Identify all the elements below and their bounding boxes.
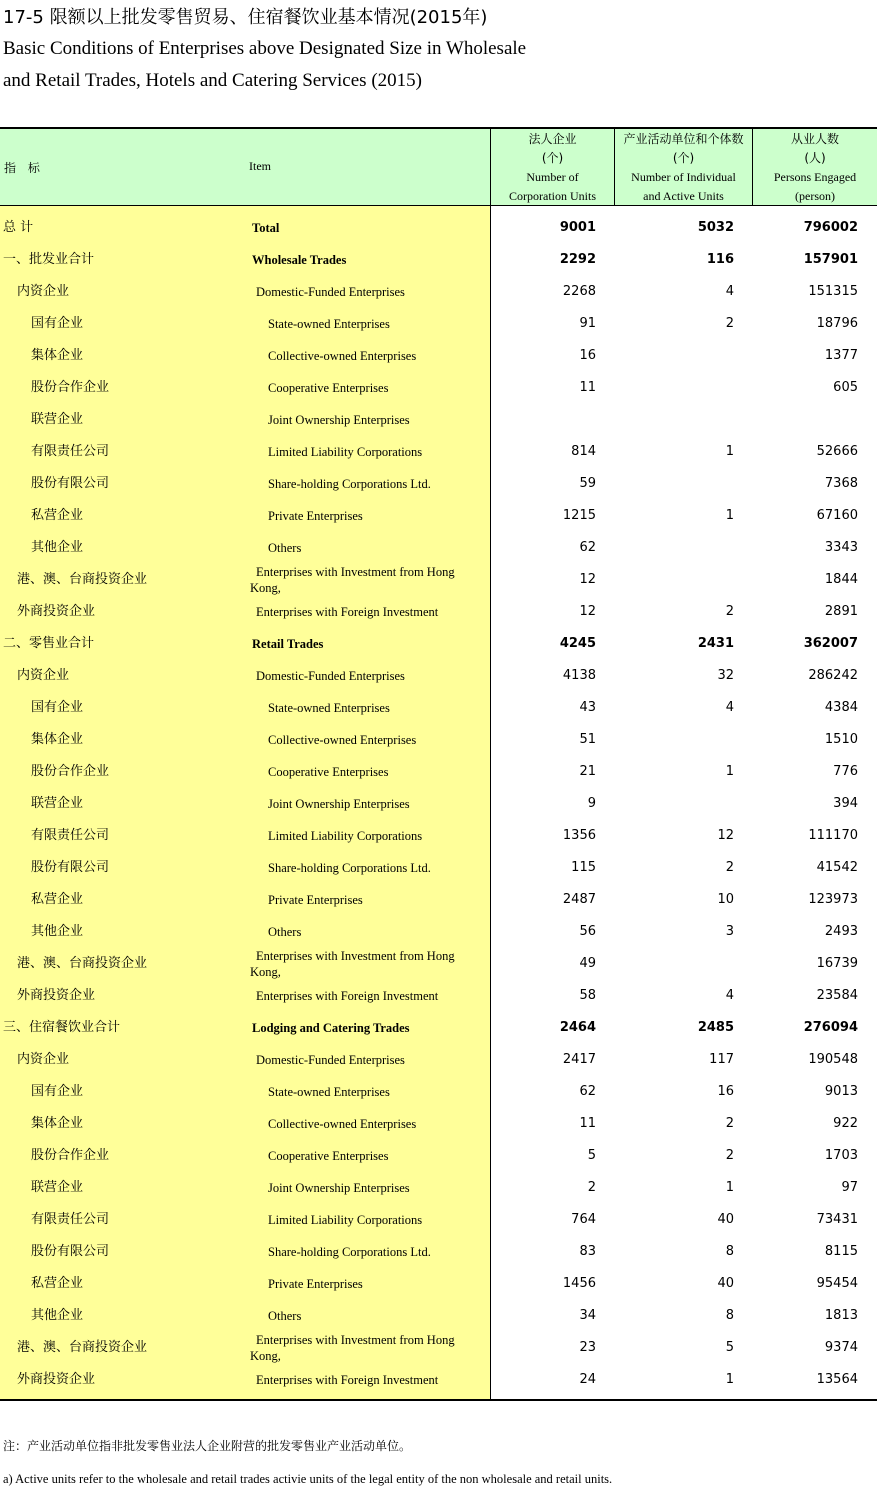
cell-persons-engaged: 1510 xyxy=(824,732,858,747)
row-label-cn: 私营企业 xyxy=(31,1276,84,1291)
cell-corporation-units: 62 xyxy=(579,540,596,555)
header-item-label: Item xyxy=(249,159,271,173)
row-label-cn: 总 计 xyxy=(3,220,34,235)
cell-active-units: 2485 xyxy=(697,1020,734,1035)
header-col3-cn: 从业人数 xyxy=(790,132,839,146)
cell-corporation-units: 2268 xyxy=(562,284,596,299)
cell-corporation-units: 16 xyxy=(579,348,596,363)
cell-persons-engaged: 23584 xyxy=(816,988,858,1003)
cell-active-units: 16 xyxy=(717,1084,734,1099)
header-col2-en2: and Active Units xyxy=(643,189,724,203)
table-row xyxy=(0,724,877,756)
cell-corporation-units: 58 xyxy=(579,988,596,1003)
row-label-cn: 股份有限公司 xyxy=(31,476,110,491)
cell-active-units: 4 xyxy=(725,700,734,715)
cell-persons-engaged: 1377 xyxy=(824,348,858,363)
row-label-en: Others xyxy=(268,925,302,939)
row-label-en: Enterprises with Foreign Investment xyxy=(256,989,439,1003)
row-label-cn: 港、澳、台商投资企业 xyxy=(17,956,148,971)
cell-active-units: 117 xyxy=(709,1052,734,1067)
cell-persons-engaged: 1813 xyxy=(824,1308,858,1323)
cell-corporation-units: 59 xyxy=(579,476,596,491)
header-col3-en1: Persons Engaged xyxy=(773,170,857,184)
table-row xyxy=(0,1268,877,1300)
table-row xyxy=(0,884,877,916)
cell-persons-engaged: 605 xyxy=(833,380,858,395)
cell-active-units: 8 xyxy=(725,1308,734,1323)
cell-corporation-units: 814 xyxy=(571,444,596,459)
header-col2-en1: Number of Individual xyxy=(631,170,736,184)
row-label-cn: 股份合作企业 xyxy=(31,764,110,779)
cell-active-units: 3 xyxy=(725,924,734,939)
cell-active-units: 40 xyxy=(717,1212,734,1227)
row-label-cn: 股份合作企业 xyxy=(31,1148,110,1163)
cell-persons-engaged: 776 xyxy=(833,764,858,779)
cell-active-units: 1 xyxy=(725,444,734,459)
row-label-cn: 内资企业 xyxy=(17,1052,70,1067)
cell-persons-engaged: 157901 xyxy=(803,252,858,267)
table-row xyxy=(0,468,877,500)
table-row xyxy=(0,948,877,980)
cell-corporation-units: 11 xyxy=(579,1116,596,1131)
row-label-cn: 股份有限公司 xyxy=(31,860,110,875)
table-row xyxy=(0,404,877,436)
cell-corporation-units: 12 xyxy=(579,572,596,587)
table-row xyxy=(0,1236,877,1268)
cell-corporation-units: 4245 xyxy=(559,636,596,651)
row-label-en: State-owned Enterprises xyxy=(268,701,390,715)
cell-corporation-units: 1215 xyxy=(562,508,596,523)
row-label-en: State-owned Enterprises xyxy=(268,317,390,331)
cell-persons-engaged: 286242 xyxy=(808,668,858,683)
cell-corporation-units: 12 xyxy=(579,604,596,619)
cell-persons-engaged: 8115 xyxy=(824,1244,858,1259)
cell-corporation-units: 2487 xyxy=(562,892,596,907)
row-label-en: Share-holding Corporations Ltd. xyxy=(268,1245,431,1259)
cell-persons-engaged: 52666 xyxy=(816,444,858,459)
cell-persons-engaged: 1844 xyxy=(824,572,858,587)
cell-active-units: 2 xyxy=(725,1148,734,1163)
cell-persons-engaged: 4384 xyxy=(824,700,858,715)
row-label-en: Enterprises with Investment from Hong Kong, xyxy=(250,565,455,595)
cell-corporation-units: 43 xyxy=(579,700,596,715)
cell-active-units: 4 xyxy=(725,988,734,1003)
row-label-cn: 集体企业 xyxy=(31,348,84,363)
cell-persons-engaged: 18796 xyxy=(816,316,858,331)
cell-corporation-units: 764 xyxy=(571,1212,596,1227)
row-label-cn: 股份有限公司 xyxy=(31,1244,110,1259)
table-row xyxy=(0,244,877,276)
table-row xyxy=(0,436,877,468)
table-row xyxy=(0,1108,877,1140)
row-label-cn: 外商投资企业 xyxy=(17,988,96,1003)
table-row xyxy=(0,756,877,788)
row-label-cn: 私营企业 xyxy=(31,508,84,523)
row-label-en: Others xyxy=(268,541,302,555)
cell-persons-engaged: 362007 xyxy=(803,636,858,651)
cell-active-units: 2 xyxy=(725,604,734,619)
cell-corporation-units: 83 xyxy=(579,1244,596,1259)
table-row xyxy=(0,1076,877,1108)
data-table xyxy=(0,127,877,1401)
cell-corporation-units: 91 xyxy=(579,316,596,331)
table-row xyxy=(0,1364,877,1396)
note-en: a) Active units refer to the wholesale and retail trades activie units of the legal entity of the non wholesale and retail units. xyxy=(3,1472,613,1486)
row-label-cn: 联营企业 xyxy=(31,412,84,427)
table-row xyxy=(0,1332,877,1364)
table-header xyxy=(0,129,877,206)
table-row xyxy=(0,692,877,724)
row-label-cn: 国有企业 xyxy=(31,316,84,331)
cell-corporation-units: 1356 xyxy=(562,828,596,843)
cell-active-units: 10 xyxy=(717,892,734,907)
cell-corporation-units: 11 xyxy=(579,380,596,395)
cell-active-units: 2 xyxy=(725,1116,734,1131)
table-row xyxy=(0,980,877,1012)
row-label-cn: 私营企业 xyxy=(31,892,84,907)
table-row xyxy=(0,532,877,564)
row-label-en: Cooperative Enterprises xyxy=(268,381,389,395)
table-row xyxy=(0,1204,877,1236)
table-row xyxy=(0,372,877,404)
cell-corporation-units: 5 xyxy=(587,1148,596,1163)
table-row xyxy=(0,820,877,852)
cell-active-units: 40 xyxy=(717,1276,734,1291)
row-label-cn: 港、澳、台商投资企业 xyxy=(17,572,148,587)
table-row xyxy=(0,212,877,244)
cell-corporation-units: 34 xyxy=(579,1308,596,1323)
cell-persons-engaged: 73431 xyxy=(816,1212,858,1227)
cell-corporation-units: 115 xyxy=(571,860,596,875)
row-label-cn: 其他企业 xyxy=(31,924,84,939)
row-label-cn: 集体企业 xyxy=(31,1116,84,1131)
table-row xyxy=(0,852,877,884)
table-row xyxy=(0,564,877,596)
table-row xyxy=(0,628,877,660)
cell-persons-engaged: 123973 xyxy=(808,892,858,907)
cell-active-units: 5032 xyxy=(697,220,734,235)
table-row xyxy=(0,1300,877,1332)
cell-persons-engaged: 7368 xyxy=(824,476,858,491)
row-label-cn: 外商投资企业 xyxy=(17,1372,96,1387)
cell-persons-engaged: 13564 xyxy=(816,1372,858,1387)
row-label-cn: 国有企业 xyxy=(31,1084,84,1099)
cell-corporation-units: 62 xyxy=(579,1084,596,1099)
row-label-cn: 一、批发业合计 xyxy=(3,252,95,267)
row-label-cn: 内资企业 xyxy=(17,284,70,299)
cell-active-units: 2 xyxy=(725,860,734,875)
table-row xyxy=(0,916,877,948)
row-label-en: Enterprises with Foreign Investment xyxy=(256,1373,439,1387)
cell-persons-engaged: 394 xyxy=(833,796,858,811)
row-label-cn: 联营企业 xyxy=(31,1180,84,1195)
cell-active-units: 1 xyxy=(725,1372,734,1387)
row-label-cn: 港、澳、台商投资企业 xyxy=(17,1340,148,1355)
cell-persons-engaged: 9374 xyxy=(824,1340,858,1355)
cell-active-units: 1 xyxy=(725,508,734,523)
cell-corporation-units: 9001 xyxy=(559,220,596,235)
cell-persons-engaged: 67160 xyxy=(816,508,858,523)
row-label-en: Enterprises with Investment from Hong Kong, xyxy=(250,949,455,979)
row-label-cn: 二、零售业合计 xyxy=(3,636,95,651)
cell-active-units: 2431 xyxy=(697,636,734,651)
table-body xyxy=(0,206,877,1399)
cell-persons-engaged: 2891 xyxy=(824,604,858,619)
note-cn: 注：产业活动单位指非批发零售业法人企业附营的批发零售业产业活动单位。 xyxy=(3,1439,412,1453)
cell-corporation-units: 4138 xyxy=(562,668,596,683)
cell-corporation-units: 56 xyxy=(579,924,596,939)
cell-persons-engaged: 151315 xyxy=(808,284,858,299)
header-col2-cn: 产业活动单位和个体数 xyxy=(623,132,744,146)
header-persons-engaged xyxy=(752,129,877,205)
header-col2-unit: (个) xyxy=(672,151,695,165)
cell-persons-engaged: 796002 xyxy=(803,220,858,235)
cell-active-units: 116 xyxy=(706,252,734,267)
table-title-cn: 17-5 限额以上批发零售贸易、住宿餐饮业基本情况(2015年) xyxy=(3,7,488,28)
table-row xyxy=(0,276,877,308)
row-label-en: Domestic-Funded Enterprises xyxy=(256,1053,405,1067)
cell-active-units: 4 xyxy=(725,284,734,299)
header-indicator-label: 指 标 xyxy=(4,161,44,175)
row-label-en: Enterprises with Foreign Investment xyxy=(256,605,439,619)
row-label-en: Collective-owned Enterprises xyxy=(268,1117,417,1131)
cell-active-units: 1 xyxy=(725,764,734,779)
row-label-en: Wholesale Trades xyxy=(252,253,347,267)
row-label-en: Share-holding Corporations Ltd. xyxy=(268,861,431,875)
table-row xyxy=(0,660,877,692)
table-row xyxy=(0,308,877,340)
row-label-cn: 内资企业 xyxy=(17,668,70,683)
cell-active-units: 2 xyxy=(725,316,734,331)
table-title-en-line2: and Retail Trades, Hotels and Catering Services (2015) xyxy=(3,70,422,91)
table-row xyxy=(0,1044,877,1076)
table-row xyxy=(0,1172,877,1204)
row-label-en: Collective-owned Enterprises xyxy=(268,733,417,747)
cell-active-units: 1 xyxy=(725,1180,734,1195)
cell-corporation-units: 2464 xyxy=(559,1020,596,1035)
header-col3-unit: (人) xyxy=(804,151,826,165)
row-label-en: Private Enterprises xyxy=(268,509,363,523)
cell-corporation-units: 24 xyxy=(579,1372,596,1387)
table-row xyxy=(0,1140,877,1172)
row-label-cn: 三、住宿餐饮业合计 xyxy=(3,1020,121,1035)
cell-persons-engaged: 41542 xyxy=(816,860,858,875)
row-label-en: State-owned Enterprises xyxy=(268,1085,390,1099)
row-label-en: Limited Liability Corporations xyxy=(268,829,423,843)
cell-persons-engaged: 111170 xyxy=(808,828,858,843)
row-label-cn: 股份合作企业 xyxy=(31,380,110,395)
row-label-en: Share-holding Corporations Ltd. xyxy=(268,477,431,491)
cell-persons-engaged: 2493 xyxy=(824,924,858,939)
cell-corporation-units: 1456 xyxy=(562,1276,596,1291)
row-label-cn: 国有企业 xyxy=(31,700,84,715)
row-label-en: Retail Trades xyxy=(252,637,324,651)
row-label-en: Others xyxy=(268,1309,302,1323)
cell-persons-engaged: 1703 xyxy=(824,1148,858,1163)
row-label-en: Limited Liability Corporations xyxy=(268,1213,423,1227)
cell-persons-engaged: 922 xyxy=(833,1116,858,1131)
row-label-cn: 有限责任公司 xyxy=(31,1212,110,1227)
table-row xyxy=(0,788,877,820)
cell-corporation-units: 2 xyxy=(587,1180,596,1195)
table-row xyxy=(0,1012,877,1044)
row-label-cn: 有限责任公司 xyxy=(31,444,110,459)
cell-corporation-units: 51 xyxy=(579,732,596,747)
table-title-en-line1: Basic Conditions of Enterprises above Designated Size in Wholesale xyxy=(3,38,527,59)
row-label-en: Cooperative Enterprises xyxy=(268,1149,389,1163)
header-col1-en2: Corporation Units xyxy=(509,189,596,203)
cell-persons-engaged: 9013 xyxy=(824,1084,858,1099)
table-rows xyxy=(0,212,877,1396)
cell-active-units: 8 xyxy=(725,1244,734,1259)
cell-active-units: 32 xyxy=(717,668,734,683)
cell-persons-engaged: 16739 xyxy=(816,956,858,971)
row-label-cn: 有限责任公司 xyxy=(31,828,110,843)
row-label-en: Joint Ownership Enterprises xyxy=(268,413,410,427)
cell-corporation-units: 9 xyxy=(587,796,596,811)
table-row xyxy=(0,500,877,532)
row-label-en: Private Enterprises xyxy=(268,893,363,907)
row-label-cn: 其他企业 xyxy=(31,540,84,555)
row-label-en: Enterprises with Investment from Hong Kong, xyxy=(250,1333,455,1363)
row-label-cn: 外商投资企业 xyxy=(17,604,96,619)
row-label-en: Limited Liability Corporations xyxy=(268,445,423,459)
cell-persons-engaged: 95454 xyxy=(816,1276,858,1291)
row-label-cn: 联营企业 xyxy=(31,796,84,811)
cell-persons-engaged: 190548 xyxy=(808,1052,858,1067)
cell-persons-engaged: 276094 xyxy=(803,1020,858,1035)
table-row xyxy=(0,340,877,372)
row-label-en: Collective-owned Enterprises xyxy=(268,349,417,363)
row-label-en: Domestic-Funded Enterprises xyxy=(256,285,405,299)
cell-corporation-units: 2292 xyxy=(559,252,596,267)
row-label-en: Joint Ownership Enterprises xyxy=(268,1181,410,1195)
header-col1-en1: Number of xyxy=(526,170,579,184)
header-col1-cn: 法人企业 xyxy=(528,132,577,146)
row-label-en: Joint Ownership Enterprises xyxy=(268,797,410,811)
header-item xyxy=(249,129,490,205)
row-label-en: Cooperative Enterprises xyxy=(268,765,389,779)
row-label-en: Lodging and Catering Trades xyxy=(252,1021,410,1035)
cell-persons-engaged: 97 xyxy=(841,1180,858,1195)
header-col1-unit: (个) xyxy=(541,151,564,165)
header-indicator xyxy=(0,129,249,205)
header-col3-en2: (person) xyxy=(795,189,835,203)
row-label-en: Total xyxy=(252,221,280,235)
cell-corporation-units: 23 xyxy=(579,1340,596,1355)
table-row xyxy=(0,596,877,628)
header-corporation-units xyxy=(490,129,614,205)
row-label-cn: 集体企业 xyxy=(31,732,84,747)
row-label-en: Domestic-Funded Enterprises xyxy=(256,669,405,683)
cell-active-units: 12 xyxy=(717,828,734,843)
cell-corporation-units: 21 xyxy=(579,764,596,779)
cell-corporation-units: 49 xyxy=(579,956,596,971)
row-label-en: Private Enterprises xyxy=(268,1277,363,1291)
row-label-cn: 其他企业 xyxy=(31,1308,84,1323)
cell-corporation-units: 2417 xyxy=(562,1052,596,1067)
cell-active-units: 5 xyxy=(725,1340,734,1355)
cell-persons-engaged: 3343 xyxy=(824,540,858,555)
header-active-units xyxy=(614,129,752,205)
